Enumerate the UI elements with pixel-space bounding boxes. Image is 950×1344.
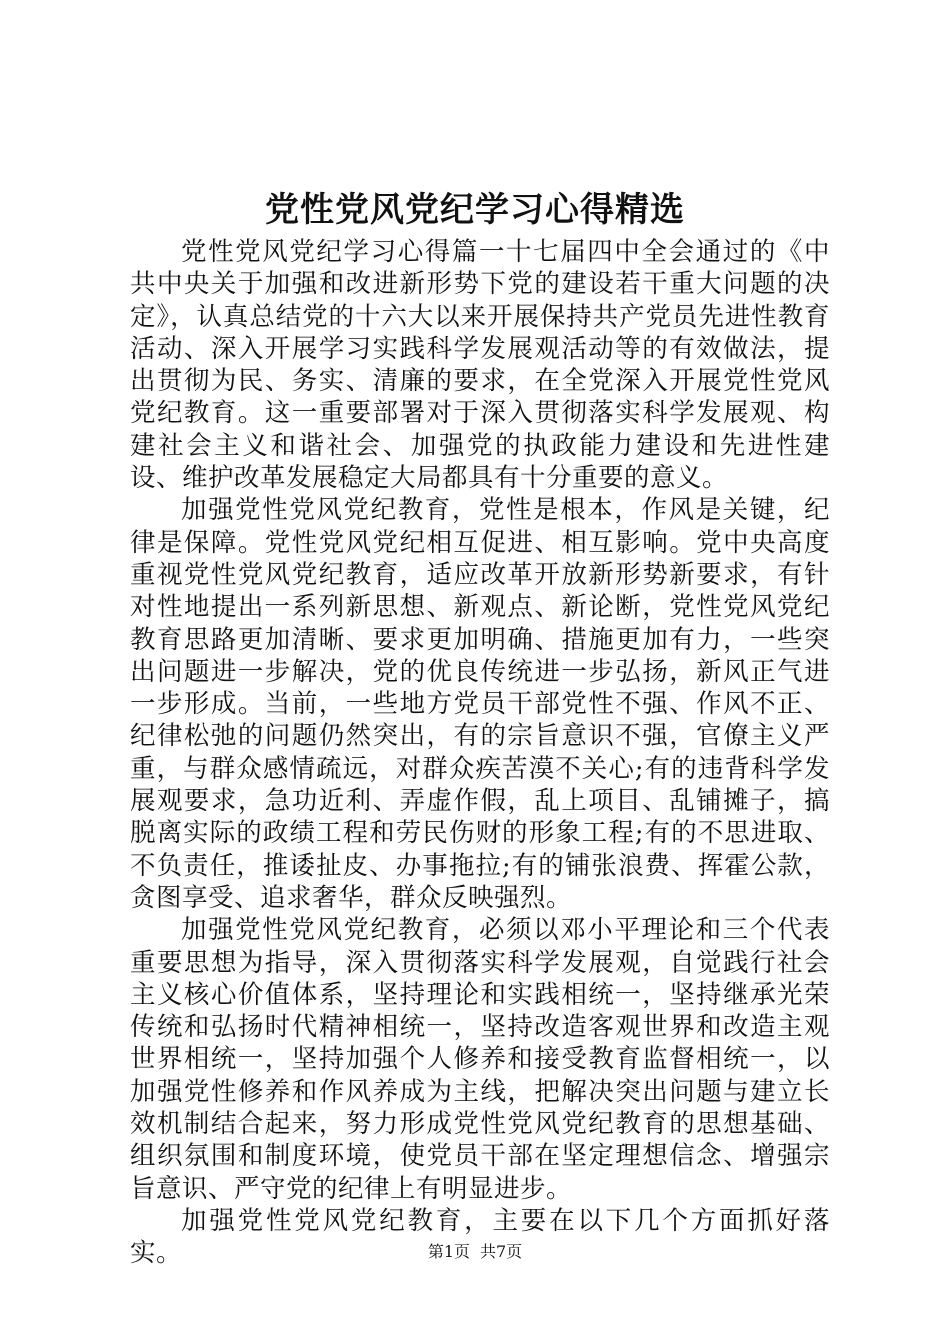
paragraph-2: 加强党性党风党纪教育，党性是根本，作风是关键，纪律是保障。党性党风党纪相互促进、相互影响。党中央高度重视党性党风党纪教育，适应改革开放新形势新要求，有针对性地提出一系列新思想、新观点、新论断，党性党风党纪教育思路更加清晰、要求更加明确、措施更加有力，一些突出问题进一步解决，党的优良传统进一步弘扬，新风正气进一步形成。当前，一些地方党员干部党性不强、作风不正、纪律松弛的问题仍然突出，有的宗旨意识不强，官僚主义严重，与群众感情疏远，对群众疾苦漠不关心;有的违背科学发展观要求，急功近利、弄虚作假，乱上项目、乱铺摊子，搞脱离实际的政绩工程和劳民伤财的形象工程;有的不思进取、不负责任，推诿扯皮、办事拖拉;有的铺张浪费、挥霍公款，贪图享受、追求奢华，群众反映强烈。 bbox=[130, 495, 830, 913]
page-footer bbox=[0, 1241, 950, 1263]
page-number: 第1页 bbox=[427, 1242, 470, 1261]
document-title: 党性党风党纪学习心得精选 bbox=[265, 190, 685, 230]
paragraph-4: 加强党性党风党纪教育，主要在以下几个方面抓好落实。 bbox=[130, 1205, 830, 1269]
document-body bbox=[130, 236, 830, 1270]
paragraph-1: 党性党风党纪学习心得篇一十七届四中全会通过的《中共中央关于加强和改进新形势下党的建设若干重大问题的决定》，认真总结党的十六大以来开展保持共产党员先进性教育活动、深入开展学习实践科学发展观活动等的有效做法，提出贯彻为民、务实、清廉的要求，在全党深入开展党性党风党纪教育。这一重要部署对于深入贯彻落实科学发展观、构建社会主义和谐社会、加强党的执政能力建设和先进性建设、维护改革发展稳定大局都具有十分重要的意义。 bbox=[130, 237, 830, 494]
paragraph-3: 加强党性党风党纪教育，必须以邓小平理论和三个代表重要思想为指导，深入贯彻落实科学发展观，自觉践行社会主义核心价值体系，坚持理论和实践相统一，坚持继承光荣传统和弘扬时代精神相统一，坚持改造客观世界和改造主观世界相统一，坚持加强个人修养和接受教育监督相统一，以加强党性修养和作风养成为主线，把解决突出问题与建立长效机制结合起来，努力形成党性党风党纪教育的思想基础、组织氛围和制度环境，使党员干部在坚定理想信念、增强宗旨意识、严守党的纪律上有明显进步。 bbox=[130, 915, 830, 1204]
page-total: 共7页 bbox=[480, 1242, 523, 1261]
